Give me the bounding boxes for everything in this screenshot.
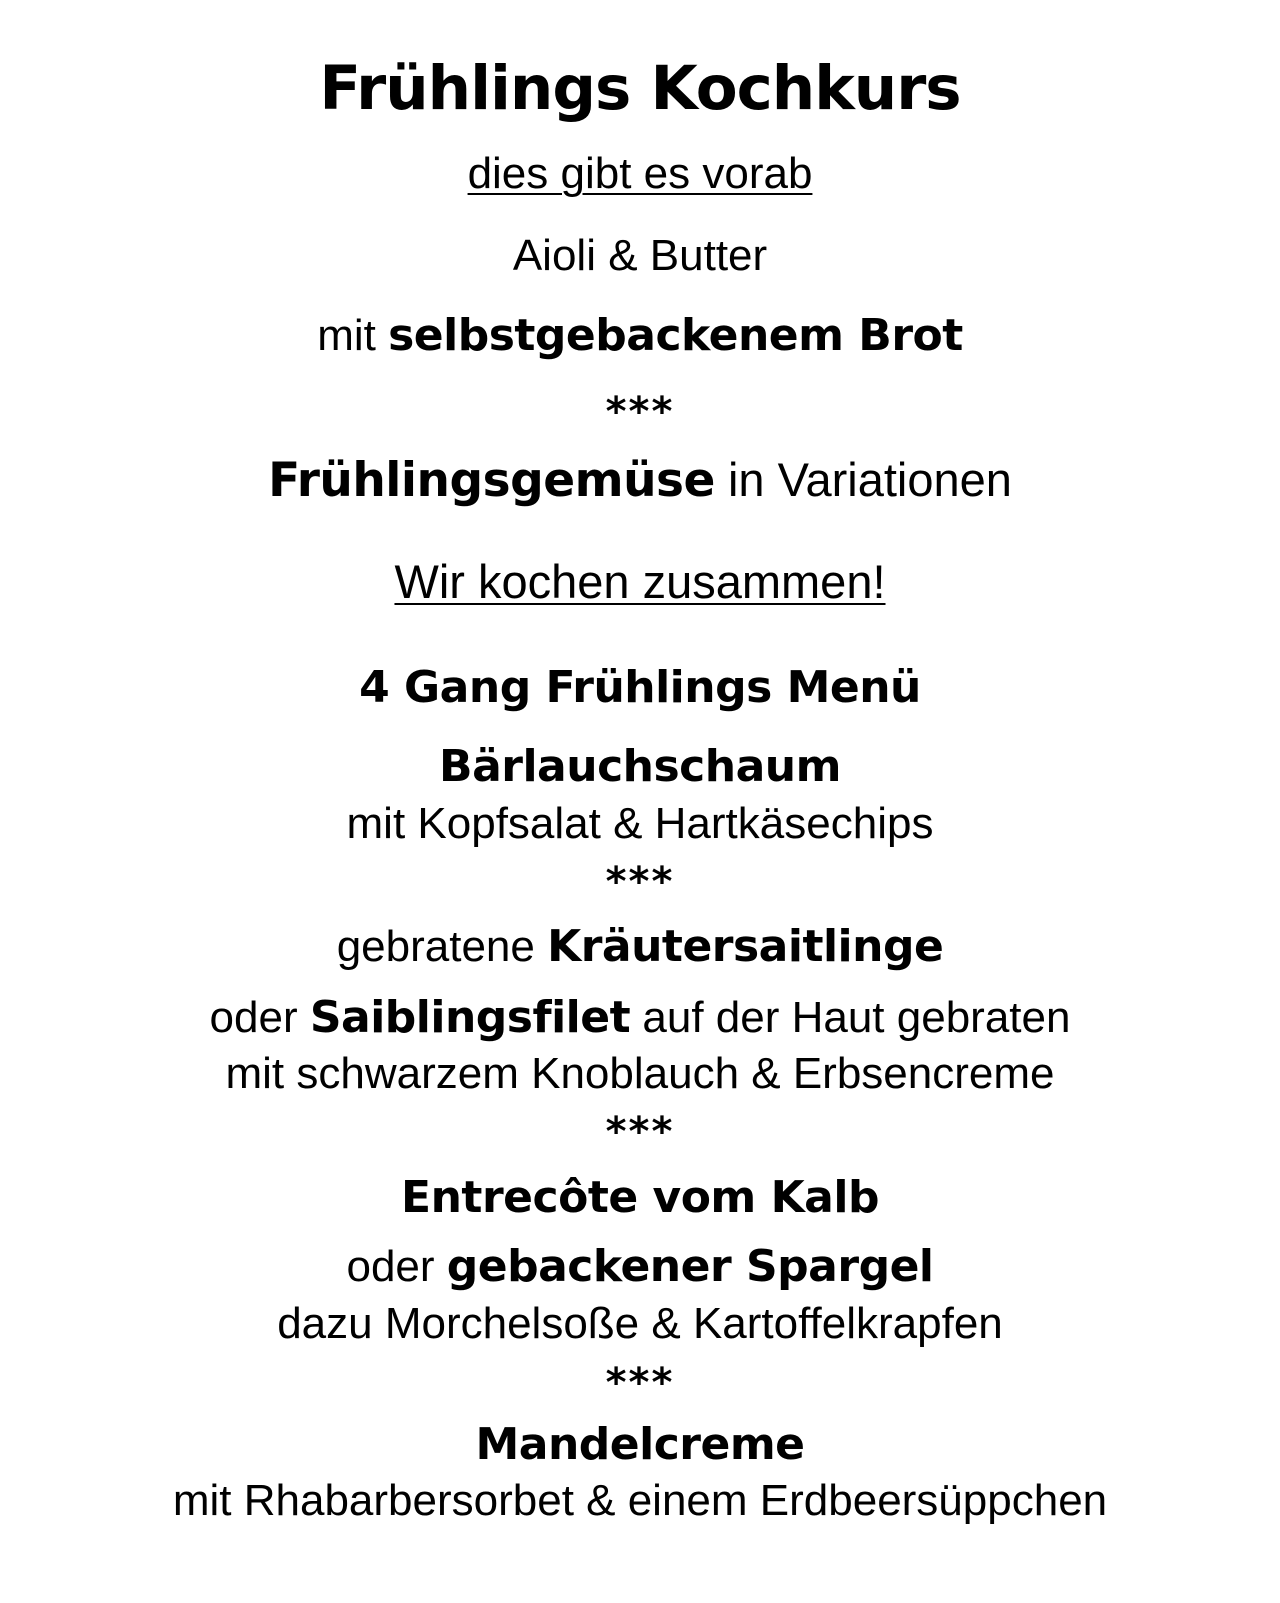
course-2-line-1-prefix: gebratene	[336, 922, 548, 971]
menu-title: 4 Gang Frühlings Menü	[359, 662, 921, 713]
course-3-name: Entrecôte vom Kalb	[401, 1172, 879, 1223]
course-2-mushrooms: Kräutersaitlinge	[547, 921, 944, 972]
starter-heading-text: dies gibt es vorab	[467, 149, 813, 198]
together-text: Wir kochen zusammen!	[394, 555, 886, 608]
course-2-line-2-rest: auf der Haut gebraten	[630, 993, 1071, 1042]
together-line	[0, 555, 1280, 608]
course-2-line-2-prefix: oder	[209, 993, 310, 1042]
course-4-desc: mit Rhabarbersorbet & einem Erdbeersüppchen	[172, 1476, 1108, 1525]
veg-line	[0, 453, 1280, 508]
course-2-line-2	[0, 992, 1280, 1043]
course-3-desc: dazu Morchelsoße & Kartoffelkrapfen	[277, 1299, 1003, 1348]
course-1-desc: mit Kopfsalat & Hartkäsechips	[346, 799, 934, 848]
starter-line-1: Aioli & Butter	[512, 231, 768, 280]
separator-4: ***	[605, 1360, 675, 1406]
separator-1: ***	[605, 389, 675, 435]
course-3-asparagus: gebackener Spargel	[446, 1241, 934, 1292]
course-2-fish: Saiblingsfilet	[309, 992, 631, 1043]
starter-bread: selbstgebackenem Brot	[388, 310, 963, 361]
course-2-line-1	[0, 921, 1280, 972]
course-3-alt-prefix: oder	[346, 1242, 447, 1291]
page-title: Frühlings Kochkurs	[319, 53, 961, 124]
starter-line-2	[0, 310, 1280, 361]
course-3-alt	[0, 1241, 1280, 1292]
course-2-desc: mit schwarzem Knoblauch & Erbsencreme	[225, 1049, 1055, 1098]
course-1-name: Bärlauchschaum	[439, 741, 841, 792]
veg-bold: Frühlingsgemüse	[268, 453, 715, 508]
veg-rest: in Variationen	[714, 453, 1012, 506]
starter-heading	[0, 149, 1280, 198]
separator-2: ***	[605, 859, 675, 905]
separator-3: ***	[605, 1109, 675, 1155]
starter-line-2-prefix: mit	[317, 311, 389, 360]
course-4-name: Mandelcreme	[475, 1419, 805, 1470]
